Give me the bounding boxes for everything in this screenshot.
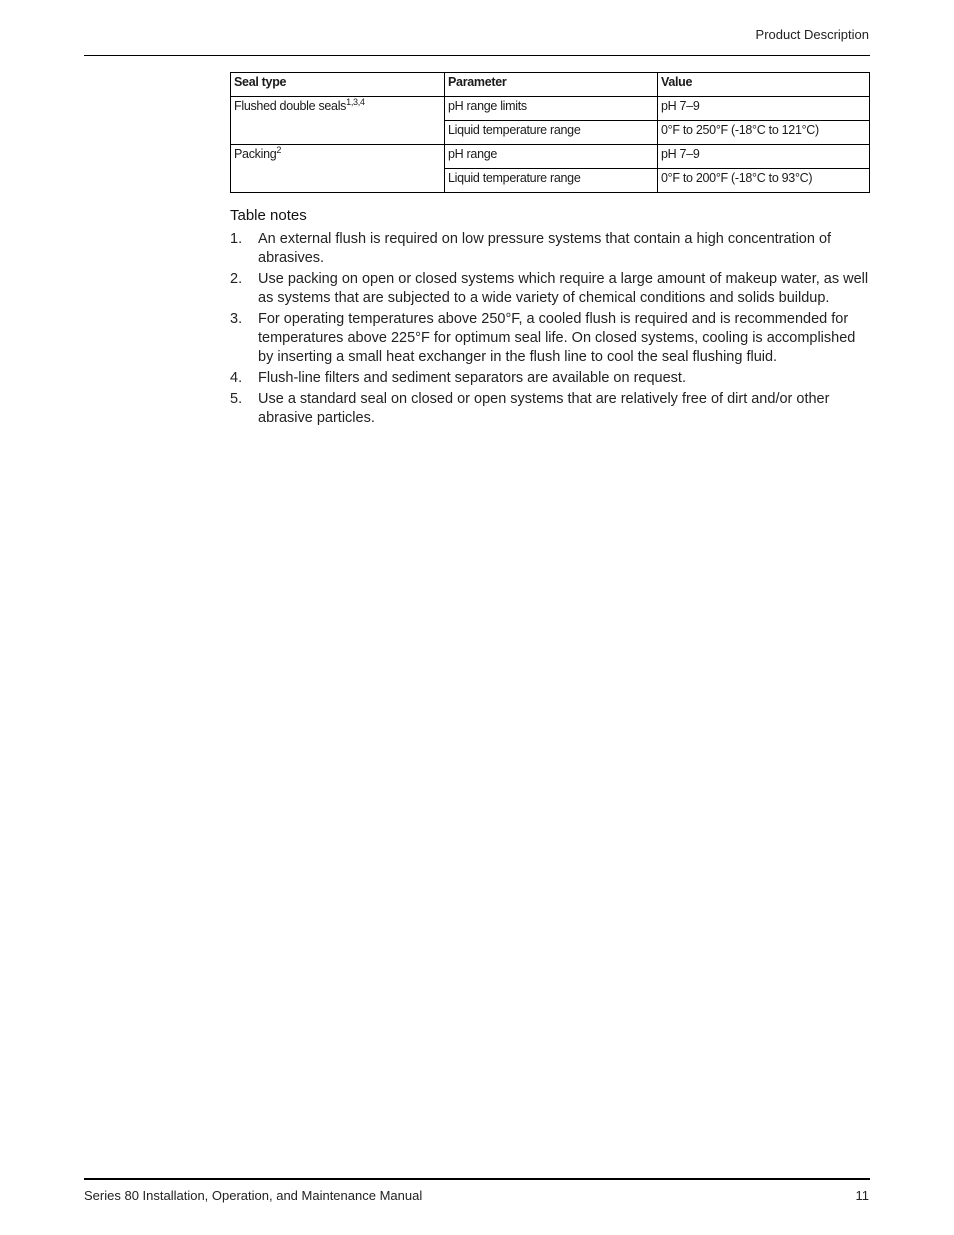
list-item <box>230 369 870 388</box>
note-text: Flush-line filters and sediment separators are available on request. <box>258 370 686 386</box>
seal-type-footnote-ref: 1,3,4 <box>346 96 365 107</box>
list-item <box>230 310 870 367</box>
note-text: An external flush is required on low pressure systems that contain a high concentration of abrasives. <box>258 231 832 266</box>
header-value: Value <box>658 73 870 97</box>
table-header-row <box>231 73 870 97</box>
table-notes-list <box>230 230 870 430</box>
table-notes-title: Table notes <box>230 207 307 224</box>
seal-type-cell <box>231 97 445 145</box>
value-cell: pH 7–9 <box>658 97 870 121</box>
list-item <box>230 390 870 428</box>
note-number: 3. <box>230 311 243 327</box>
header-seal-type: Seal type <box>231 73 445 97</box>
parameter-cell: Liquid temperature range <box>445 121 658 145</box>
note-text: Use a standard seal on closed or open systems that are relatively free of dirt and/or other abrasive particles. <box>258 391 830 426</box>
list-item <box>230 230 870 268</box>
seal-spec-table <box>230 72 870 193</box>
page-header-section: Product Description <box>755 27 869 42</box>
parameter-cell: pH range limits <box>445 97 658 121</box>
header-rule <box>84 55 870 56</box>
value-cell: 0°F to 200°F (-18°C to 93°C) <box>658 169 870 193</box>
note-text: Use packing on open or closed systems which require a large amount of makeup water, as well as systems that are subjected to a wide variety of chemical conditions and solids buildup. <box>258 271 869 306</box>
page-number: 11 <box>855 1188 869 1203</box>
value-cell: pH 7–9 <box>658 145 870 169</box>
header-parameter: Parameter <box>445 73 658 97</box>
note-text: For operating temperatures above 250°F, a cooled flush is required and is recommended for temperatures above 225°F for optimum seal life. On closed systems, cooling is accomplished by inserting a small heat exchanger in the flush line to cool the seal flushing fluid. <box>258 311 856 365</box>
seal-type-footnote-ref: 2 <box>276 144 282 155</box>
parameter-cell: Liquid temperature range <box>445 169 658 193</box>
value-cell: 0°F to 250°F (-18°C to 121°C) <box>658 121 870 145</box>
seal-type-cell <box>231 145 445 193</box>
seal-type-label: Flushed double seals <box>234 99 347 113</box>
note-number: 2. <box>230 271 243 287</box>
list-item <box>230 270 870 308</box>
seal-type-label: Packing <box>234 147 277 161</box>
note-number: 1. <box>230 231 243 247</box>
table-row <box>231 97 870 121</box>
table-row <box>231 145 870 169</box>
note-number: 5. <box>230 391 243 407</box>
note-number: 4. <box>230 370 243 386</box>
footer-rule <box>84 1178 870 1180</box>
parameter-cell: pH range <box>445 145 658 169</box>
footer-manual-title: Series 80 Installation, Operation, and Maintenance Manual <box>84 1188 423 1203</box>
